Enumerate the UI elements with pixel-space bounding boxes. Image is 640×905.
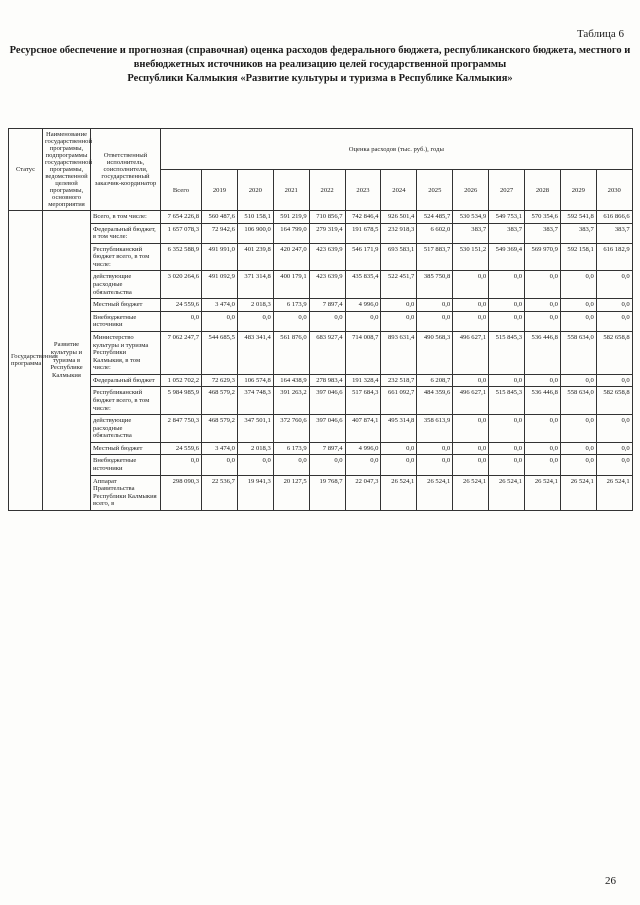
year-value-cell: 26 524,1 [596,475,632,510]
year-value-cell: 569 970,9 [525,243,561,271]
row-label: Аппарат Правительства Республики Калмыкия всего, в [91,475,161,510]
table-title: Ресурсное обеспечение и прогнозная (справочная) оценка расходов федерального бюджета, республиканского бюджета, местного и внебюджетных источников на реализацию целей государственной программы [9,45,631,70]
year-value-cell: 0,0 [489,299,525,312]
year-value-cell: 0,0 [489,311,525,331]
year-value-cell: 484 359,6 [417,387,453,415]
row-total: 6 352 588,9 [161,243,202,271]
year-value-cell: 0,0 [202,455,238,475]
year-value-cell: 560 487,6 [202,211,238,224]
year-value-cell: 0,0 [560,311,596,331]
year-value-cell: 530 151,2 [453,243,489,271]
year-value-cell: 491 991,0 [202,243,238,271]
year-value-cell: 0,0 [525,271,561,299]
year-value-cell: 6 208,7 [417,374,453,387]
header-year: 2019 [202,170,238,211]
year-value-cell: 0,0 [309,455,345,475]
year-value-cell: 26 524,1 [453,475,489,510]
year-value-cell: 0,0 [596,455,632,475]
header-year: 2025 [417,170,453,211]
row-total: 298 090,3 [161,475,202,510]
row-label: Внебюджетные источники [91,455,161,475]
row-label: Федеральный бюджет [91,374,161,387]
year-value-cell: 616 866,6 [596,211,632,224]
year-value-cell: 0,0 [453,311,489,331]
year-value-cell: 496 627,1 [453,387,489,415]
table-row [9,299,633,312]
year-value-cell: 106 574,8 [237,374,273,387]
year-value-cell: 0,0 [489,455,525,475]
table-row [9,311,633,331]
year-value-cell: 0,0 [453,455,489,475]
year-value-cell: 491 092,9 [202,271,238,299]
year-value-cell: 232 918,3 [381,223,417,243]
year-value-cell: 0,0 [560,455,596,475]
year-value-cell: 0,0 [560,415,596,443]
year-value-cell: 358 613,9 [417,415,453,443]
year-value-cell: 420 247,0 [273,243,309,271]
year-value-cell: 391 263,2 [273,387,309,415]
row-label: Министерство культуры и туризма Республики Калмыкия, в том числе: [91,331,161,374]
year-value-cell: 546 171,9 [345,243,381,271]
row-total: 0,0 [161,455,202,475]
table-row [9,223,633,243]
year-value-cell: 0,0 [596,442,632,455]
year-value-cell: 536 446,8 [525,387,561,415]
header-year: 2022 [309,170,345,211]
year-value-cell: 710 856,7 [309,211,345,224]
year-value-cell: 26 524,1 [525,475,561,510]
year-value-cell: 0,0 [273,455,309,475]
year-value-cell: 0,0 [417,311,453,331]
year-value-cell: 191 678,5 [345,223,381,243]
table-row [9,475,633,510]
year-value-cell: 385 750,8 [417,271,453,299]
year-value-cell: 0,0 [309,311,345,331]
year-value-cell: 278 983,4 [309,374,345,387]
year-value-cell: 22 536,7 [202,475,238,510]
row-label: Республиканский бюджет всего, в том числе: [91,387,161,415]
year-value-cell: 490 568,3 [417,331,453,374]
header-total: Всего [161,170,202,211]
year-value-cell: 423 639,9 [309,243,345,271]
row-label: Республиканский бюджет всего, в том числе: [91,243,161,271]
year-value-cell: 0,0 [525,374,561,387]
program-name-cell: Развитие культуры и туризма в Республике Калмыкия [43,211,91,511]
year-value-cell: 893 631,4 [381,331,417,374]
year-value-cell: 524 485,7 [417,211,453,224]
row-total: 1 657 078,3 [161,223,202,243]
year-value-cell: 2 018,3 [237,442,273,455]
year-value-cell: 483 341,4 [237,331,273,374]
header-year: 2029 [560,170,596,211]
document-header [8,28,632,84]
row-total: 5 984 985,9 [161,387,202,415]
year-value-cell: 400 179,1 [273,271,309,299]
year-value-cell: 517 684,3 [345,387,381,415]
year-value-cell: 407 874,1 [345,415,381,443]
year-value-cell: 191 328,4 [345,374,381,387]
year-value-cell: 6 173,9 [273,442,309,455]
year-value-cell: 592 541,8 [560,211,596,224]
year-value-cell: 0,0 [417,442,453,455]
year-value-cell: 0,0 [417,299,453,312]
table-row [9,243,633,271]
header-year: 2026 [453,170,489,211]
year-value-cell: 0,0 [560,299,596,312]
year-value-cell: 592 158,1 [560,243,596,271]
year-value-cell: 4 996,0 [345,299,381,312]
year-value-cell: 0,0 [381,455,417,475]
year-value-cell: 0,0 [381,442,417,455]
year-value-cell: 517 883,7 [417,243,453,271]
year-value-cell: 0,0 [489,442,525,455]
year-value-cell: 0,0 [273,311,309,331]
year-value-cell: 522 451,7 [381,271,417,299]
year-value-cell: 530 534,9 [453,211,489,224]
header-program-name: Наименование государственной программы, подпрограммы государственной программы, ведомственной целевой программы, основного мероприятия [43,129,91,211]
year-value-cell: 22 047,3 [345,475,381,510]
year-value-cell: 383,7 [489,223,525,243]
year-value-cell: 2 018,3 [237,299,273,312]
year-value-cell: 0,0 [453,271,489,299]
year-value-cell: 0,0 [202,311,238,331]
year-value-cell: 0,0 [525,415,561,443]
year-value-cell: 570 354,6 [525,211,561,224]
header-year: 2024 [381,170,417,211]
year-value-cell: 26 524,1 [489,475,525,510]
year-value-cell: 383,7 [560,223,596,243]
year-value-cell: 0,0 [345,311,381,331]
year-value-cell: 0,0 [560,442,596,455]
year-value-cell: 383,7 [525,223,561,243]
year-value-cell: 926 501,4 [381,211,417,224]
row-label: Местный бюджет [91,442,161,455]
year-value-cell: 3 474,0 [202,442,238,455]
row-total: 7 654 226,8 [161,211,202,224]
year-value-cell: 0,0 [525,455,561,475]
table-number: Таблица 6 [576,28,624,40]
year-value-cell: 0,0 [453,299,489,312]
year-value-cell: 515 845,3 [489,387,525,415]
year-value-cell: 0,0 [525,299,561,312]
year-value-cell: 693 583,1 [381,243,417,271]
year-value-cell: 0,0 [489,271,525,299]
year-value-cell: 0,0 [596,415,632,443]
year-value-cell: 549 369,4 [489,243,525,271]
table-row [9,271,633,299]
row-total: 7 062 247,7 [161,331,202,374]
year-value-cell: 19 941,3 [237,475,273,510]
year-value-cell: 7 897,4 [309,299,345,312]
year-value-cell: 0,0 [596,299,632,312]
year-value-cell: 232 518,7 [381,374,417,387]
year-value-cell: 374 748,3 [237,387,273,415]
year-value-cell: 558 634,0 [560,331,596,374]
status-cell: Государственная программа [9,211,43,511]
year-value-cell: 515 845,3 [489,331,525,374]
year-value-cell: 19 768,7 [309,475,345,510]
table-row [9,442,633,455]
year-value-cell: 0,0 [345,455,381,475]
year-value-cell: 26 524,1 [381,475,417,510]
year-value-cell: 4 996,0 [345,442,381,455]
row-total: 0,0 [161,311,202,331]
year-value-cell: 0,0 [381,299,417,312]
header-estimate: Оценка расходов (тыс. руб.), годы [161,129,633,170]
row-total: 24 559,6 [161,442,202,455]
header-status: Статус [9,129,43,211]
year-value-cell: 0,0 [453,374,489,387]
year-value-cell: 371 314,8 [237,271,273,299]
header-year: 2028 [525,170,561,211]
year-value-cell: 0,0 [596,271,632,299]
year-value-cell: 0,0 [596,374,632,387]
year-value-cell: 0,0 [453,442,489,455]
budget-table [8,128,633,511]
year-value-cell: 397 046,6 [309,387,345,415]
header-executor: Ответственный исполнитель, соисполнители, государственный заказчик-координатор [91,129,161,211]
header-year: 2030 [596,170,632,211]
year-value-cell: 0,0 [417,455,453,475]
table-container [8,128,632,511]
row-label: Всего, в том числе: [91,211,161,224]
header-year: 2021 [273,170,309,211]
row-total: 3 020 264,6 [161,271,202,299]
year-value-cell: 0,0 [525,442,561,455]
year-value-cell: 742 846,4 [345,211,381,224]
row-total: 1 052 702,2 [161,374,202,387]
year-value-cell: 435 835,4 [345,271,381,299]
header-year: 2023 [345,170,381,211]
year-value-cell: 536 446,8 [525,331,561,374]
year-value-cell: 510 158,1 [237,211,273,224]
year-value-cell: 561 876,0 [273,331,309,374]
year-value-cell: 6 602,0 [417,223,453,243]
year-value-cell: 0,0 [560,271,596,299]
year-value-cell: 347 501,1 [237,415,273,443]
year-value-cell: 0,0 [453,415,489,443]
year-value-cell: 72 942,6 [202,223,238,243]
year-value-cell: 401 239,8 [237,243,273,271]
year-value-cell: 468 579,2 [202,387,238,415]
year-value-cell: 582 658,8 [596,331,632,374]
year-value-cell: 0,0 [489,415,525,443]
year-value-cell: 164 799,0 [273,223,309,243]
year-value-cell: 558 634,0 [560,387,596,415]
year-value-cell: 26 524,1 [417,475,453,510]
year-value-cell: 7 897,4 [309,442,345,455]
table-row [9,455,633,475]
year-value-cell: 423 639,9 [309,271,345,299]
year-value-cell: 661 092,7 [381,387,417,415]
year-value-cell: 397 046,6 [309,415,345,443]
year-value-cell: 616 182,9 [596,243,632,271]
table-row [9,331,633,374]
year-value-cell: 0,0 [237,455,273,475]
year-value-cell: 549 753,1 [489,211,525,224]
year-value-cell: 0,0 [525,311,561,331]
year-value-cell: 0,0 [381,311,417,331]
year-value-cell: 106 900,0 [237,223,273,243]
year-value-cell: 6 173,9 [273,299,309,312]
row-total: 24 559,6 [161,299,202,312]
year-value-cell: 279 319,4 [309,223,345,243]
table-row [9,211,633,224]
year-value-cell: 495 314,8 [381,415,417,443]
year-value-cell: 544 685,5 [202,331,238,374]
year-value-cell: 591 219,9 [273,211,309,224]
year-value-cell: 72 629,3 [202,374,238,387]
year-value-cell: 0,0 [237,311,273,331]
year-value-cell: 714 008,7 [345,331,381,374]
year-value-cell: 3 474,0 [202,299,238,312]
year-value-cell: 372 760,6 [273,415,309,443]
row-label: Внебюджетные источники [91,311,161,331]
year-value-cell: 582 658,8 [596,387,632,415]
year-value-cell: 0,0 [489,374,525,387]
year-value-cell: 468 579,2 [202,415,238,443]
year-value-cell: 383,7 [453,223,489,243]
year-value-cell: 496 627,1 [453,331,489,374]
year-value-cell: 0,0 [560,374,596,387]
table-row [9,415,633,443]
year-value-cell: 26 524,1 [560,475,596,510]
header-year: 2020 [237,170,273,211]
row-label: действующие расходные обязательства [91,415,161,443]
table-subtitle: Республики Калмыкия «Развитие культуры и туризма в Республике Калмыкия» [127,73,513,85]
year-value-cell: 0,0 [596,311,632,331]
table-row [9,374,633,387]
table-row [9,387,633,415]
year-value-cell: 683 927,4 [309,331,345,374]
row-label: действующие расходные обязательства [91,271,161,299]
year-value-cell: 164 438,9 [273,374,309,387]
row-total: 2 847 750,3 [161,415,202,443]
year-value-cell: 383,7 [596,223,632,243]
year-value-cell: 20 127,5 [273,475,309,510]
page-number: 26 [605,875,616,887]
row-label: Федеральный бюджет, в том числе: [91,223,161,243]
row-label: Местный бюджет [91,299,161,312]
header-year: 2027 [489,170,525,211]
